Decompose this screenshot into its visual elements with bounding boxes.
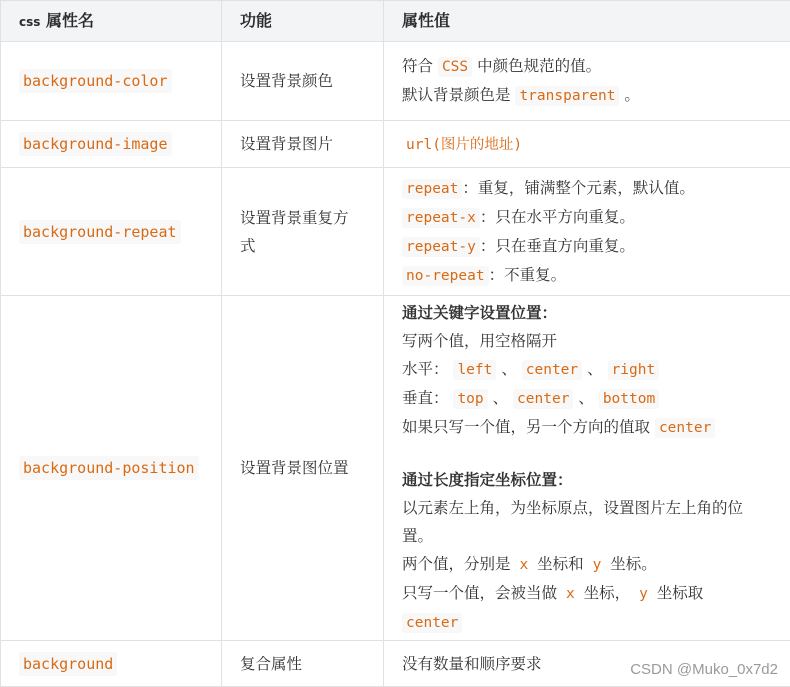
value-code: center [655, 418, 715, 438]
value-text: ：不重复。 [489, 266, 567, 284]
property-name-code: background-position [19, 456, 199, 480]
value-text: 只写一个值，会被当做 [402, 584, 557, 602]
header-property-value: 属性值 [384, 1, 790, 42]
function-text-line: 设置背景重复方 [240, 204, 365, 232]
property-name-cell [1, 296, 222, 641]
value-line [402, 52, 772, 81]
value-text: 符合 [402, 57, 433, 75]
watermark: CSDN @Muko_0x7d2 [630, 661, 778, 678]
value-text: 默认背景颜色是 [402, 86, 511, 104]
value-code [402, 135, 526, 155]
function-cell: 设置背景图位置 [222, 296, 384, 641]
value-text: 两个值，分别是 [402, 555, 511, 573]
value-text: 垂直： [402, 389, 449, 407]
table-header-row [1, 1, 790, 42]
value-code: left [453, 360, 496, 380]
property-name-cell [1, 121, 222, 168]
table-row [1, 42, 790, 121]
value-code: repeat [402, 179, 462, 199]
value-text: 坐标和 [537, 555, 584, 573]
property-name-cell [1, 168, 222, 296]
value-separator: 、 [493, 389, 509, 407]
value-code-start: url( [406, 137, 441, 153]
value-cell: 没有数量和顺序要求 [384, 641, 790, 687]
table-row [1, 168, 790, 296]
value-text: 。 [624, 86, 640, 104]
value-separator: 、 [578, 389, 594, 407]
function-text-line: 式 [240, 232, 365, 260]
header-property-name-label: 属性名 [46, 11, 94, 30]
value-line [402, 550, 772, 579]
header-property-name [1, 1, 222, 42]
value-text: ：只在垂直方向重复。 [480, 237, 635, 255]
value-line [402, 384, 772, 413]
spacer [402, 442, 772, 466]
property-name-code: background [19, 652, 117, 676]
property-name-code: background-repeat [19, 220, 181, 244]
property-name-code: background-color [19, 69, 172, 93]
value-code: CSS [438, 57, 472, 77]
value-cell [384, 121, 790, 168]
function-cell: 设置背景图片 [222, 121, 384, 168]
value-code: no-repeat [402, 266, 489, 286]
value-separator: 、 [501, 360, 517, 378]
value-code: right [608, 360, 660, 380]
value-code: repeat-y [402, 237, 480, 257]
header-function: 功能 [222, 1, 384, 42]
value-text: 水平： [402, 360, 449, 378]
value-code: x [562, 584, 579, 604]
value-separator: 、 [587, 360, 603, 378]
value-line: 写两个值，用空格隔开 [402, 327, 772, 355]
property-name-cell [1, 42, 222, 121]
value-line [402, 81, 772, 110]
value-code: repeat-x [402, 208, 480, 228]
value-code: center [513, 389, 573, 409]
value-cell [384, 168, 790, 296]
table-row [1, 121, 790, 168]
value-line [402, 579, 772, 608]
value-code-end: ) [513, 137, 522, 153]
value-code: center [522, 360, 582, 380]
value-cell [384, 42, 790, 121]
value-text: 中颜色规范的值。 [477, 57, 601, 75]
value-line: 以元素左上角，为坐标原点，设置图片左上角的位置。 [402, 494, 772, 550]
value-line [402, 355, 772, 384]
value-code: x [515, 555, 532, 575]
value-text: ：重复，铺满整个元素，默认值。 [462, 179, 695, 197]
value-line [402, 203, 772, 232]
value-code-arg: 图片的地址 [441, 137, 514, 153]
value-code: y [589, 555, 606, 575]
value-code: y [635, 584, 652, 604]
value-text: 坐标取 [657, 584, 704, 602]
function-cell: 设置背景颜色 [222, 42, 384, 121]
function-cell [222, 168, 384, 296]
value-code: center [402, 613, 462, 633]
value-code: bottom [599, 389, 659, 409]
value-line [402, 232, 772, 261]
value-code: top [453, 389, 487, 409]
value-line [402, 608, 772, 637]
value-line [402, 261, 772, 290]
value-heading: 通过关键字设置位置： [402, 299, 772, 327]
table-row [1, 296, 790, 641]
value-code: transparent [515, 86, 619, 106]
function-cell: 复合属性 [222, 641, 384, 687]
header-css-prefix: css [19, 15, 40, 29]
value-line [402, 413, 772, 442]
value-heading: 通过长度指定坐标位置： [402, 466, 772, 494]
value-text: 如果只写一个值，另一个方向的值取 [402, 418, 650, 436]
value-cell [384, 296, 790, 641]
value-line [402, 174, 772, 203]
value-text: 坐标。 [610, 555, 657, 573]
value-text: 坐标， [584, 584, 631, 602]
value-text: ：只在水平方向重复。 [480, 208, 635, 226]
property-name-code: background-image [19, 132, 172, 156]
property-name-cell [1, 641, 222, 687]
